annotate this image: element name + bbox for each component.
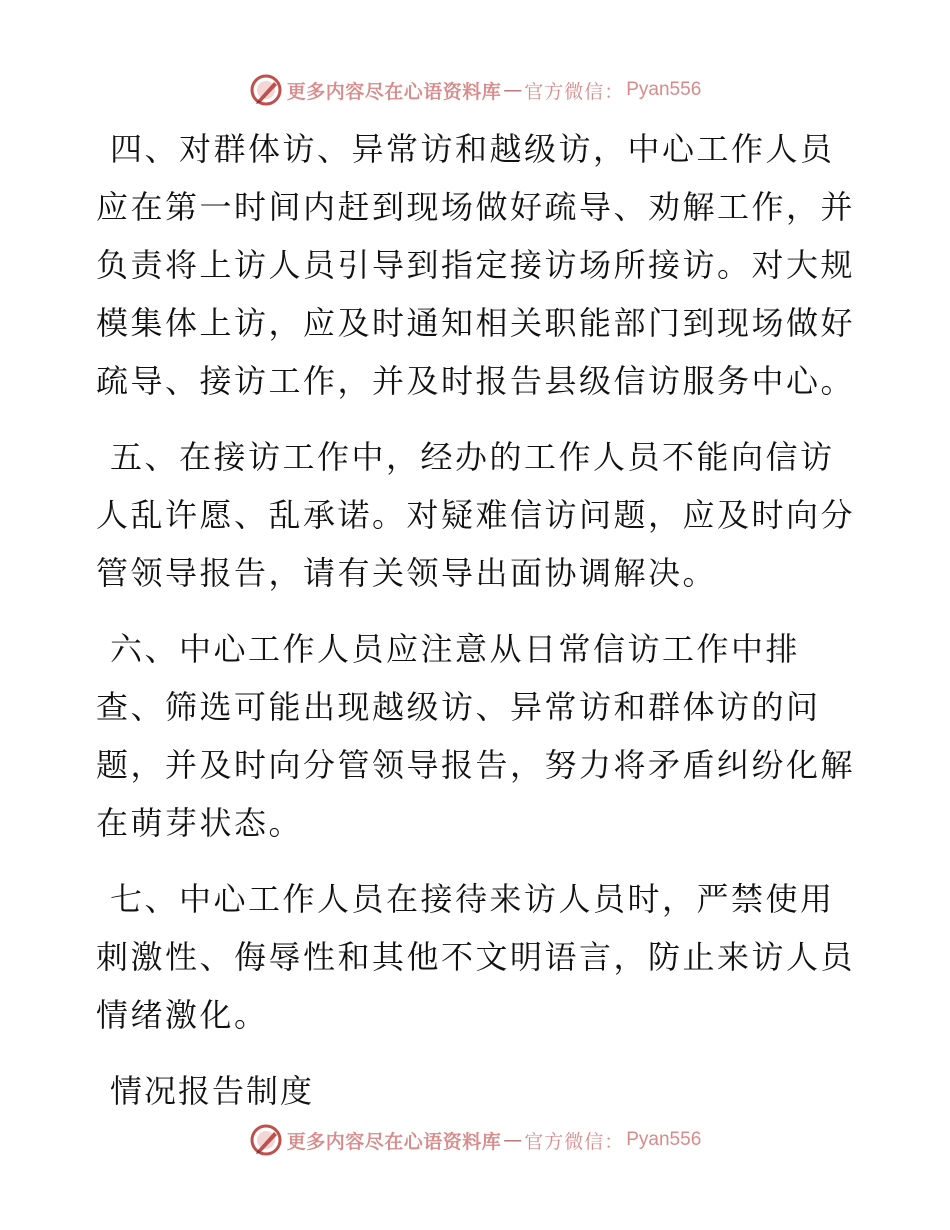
watermark-banner-top xyxy=(0,70,950,110)
paragraph-item-6: 六、中心工作人员应注意从日常信访工作中排查、筛选可能出现越级访、异常访和群体访的问题，并及时向分管领导报告，努力将矛盾纠纷化解在萌芽状态。 xyxy=(96,630,856,842)
watermark-wechat-label: 官方微信： xyxy=(524,80,625,103)
watermark-dash: — xyxy=(503,1129,523,1151)
watermark-main-text: 更多内容尽在心语资料库 xyxy=(286,1130,502,1153)
pen-logo-icon xyxy=(249,73,283,107)
pen-logo-icon xyxy=(249,1123,283,1157)
paragraph-item-4: 四、对群体访、异常访和越级访，中心工作人员应在第一时间内赶到现场做好疏导、劝解工作，并负责将上访人员引导到指定接访场所接访。对大规模集体上访，应及时通知相关职能部门到现场做好疏导、接访工作，并及时报告县级信访服务中心。 xyxy=(96,130,856,400)
watermark-wechat-label: 官方微信： xyxy=(524,1130,625,1153)
watermark-main-text: 更多内容尽在心语资料库 xyxy=(286,80,502,103)
document-body xyxy=(96,120,856,1120)
watermark-banner-bottom xyxy=(0,1120,950,1160)
watermark-dash: — xyxy=(503,79,523,101)
paragraph-item-7: 七、中心工作人员在接待来访人员时，严禁使用刺激性、侮辱性和其他不文明语言，防止来访人员情绪激化。 xyxy=(96,880,856,1034)
section-heading: 情况报告制度 xyxy=(110,1072,315,1110)
watermark-wechat-id: Pyan556 xyxy=(626,1129,702,1150)
watermark-wechat-id: Pyan556 xyxy=(626,79,702,100)
paragraph-item-5: 五、在接访工作中，经办的工作人员不能向信访人乱许愿、乱承诺。对疑难信访问题，应及时向分管领导报告，请有关领导出面协调解决。 xyxy=(96,438,856,592)
